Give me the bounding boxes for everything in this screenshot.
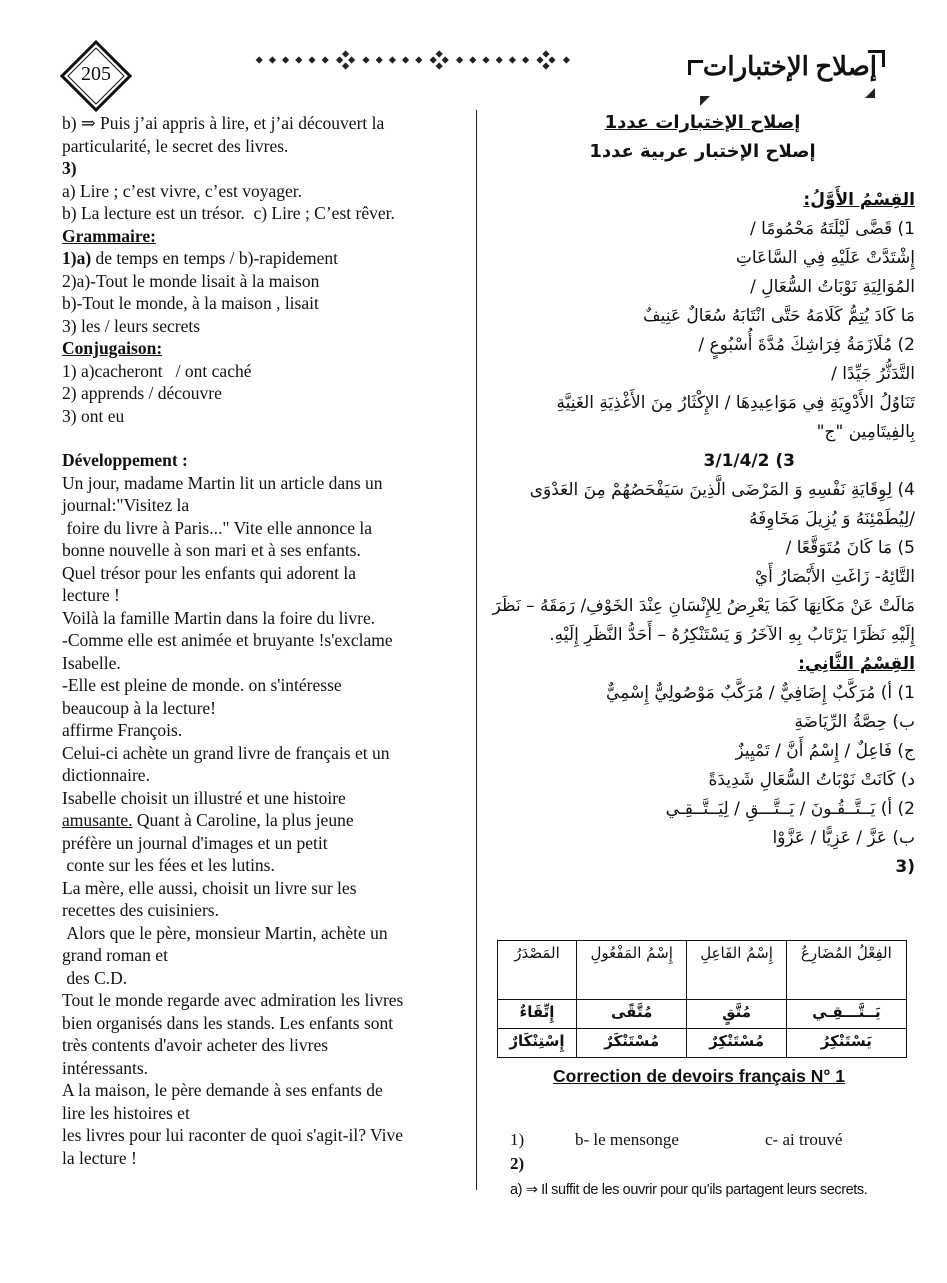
answer-line: ب) حِصَّةُ الرِّيَاضَةِ bbox=[794, 712, 915, 732]
arabic-main-title: إصلاح الإختبارات عدد1 bbox=[604, 112, 801, 133]
diamond-ornament-icon bbox=[140, 48, 700, 72]
answer-line: 1) قَضَّى لَيْلَتَهُ مَحْمُومًا / bbox=[750, 219, 915, 239]
text-line: 2) apprends / découvre bbox=[62, 383, 222, 403]
table-header-cell: الفِعْلُ المُضَارِعُ bbox=[786, 941, 906, 1000]
text-line: Voilà la famille Martin dans la foire du livre. bbox=[62, 607, 376, 628]
table-header-row bbox=[498, 941, 907, 1000]
french-correction-title: Correction de devoirs français N° 1 bbox=[553, 1066, 845, 1086]
arabic-answers bbox=[490, 186, 915, 882]
answer-b: b- le mensonge bbox=[575, 1130, 679, 1149]
text-line: intéressants. bbox=[62, 1057, 149, 1078]
table-row bbox=[498, 1029, 907, 1058]
text-line: Isabelle choisit un illustré et une histoire bbox=[62, 787, 346, 808]
text-line: a) Lire ; c’est vivre, c’est voyager. bbox=[62, 180, 303, 201]
page-number: 205 bbox=[81, 63, 111, 85]
text-line: la lecture ! bbox=[62, 1147, 137, 1168]
table-cell: يَسْتَنْكِرُ bbox=[786, 1029, 906, 1058]
conjugation-table bbox=[497, 940, 907, 1058]
text-line: bonne nouvelle à son mari et à ses enfants. bbox=[62, 540, 361, 560]
underlined-word: amusante. bbox=[62, 810, 133, 830]
table-header-cell: إِسْمُ المَفْعُولِ bbox=[576, 941, 686, 1000]
answer-line: التَّدَثُّرُ جَيِّدًا / bbox=[831, 364, 915, 384]
item-number: (3 bbox=[895, 857, 915, 877]
item-number: 1)a) bbox=[62, 248, 92, 268]
french-item-2-answer: a) ⇒ Il suffit de les ouvrir pour qu’ils partagent leurs secrets. bbox=[510, 1182, 868, 1198]
text-line: A la maison, le père demande à ses enfants de bbox=[62, 1080, 383, 1100]
text-line: Tout le monde regarde avec admiration les livres bbox=[62, 990, 404, 1010]
table-cell: مُسْتَنْكَرٌ bbox=[576, 1029, 686, 1058]
corner-bracket-icon bbox=[688, 60, 703, 75]
text-line: particularité, le secret des livres. bbox=[62, 135, 289, 156]
answer-line: 4) لِوِقَايَةِ نَفْسِهِ وَ المَرْضَى الَّذِينَ سَيَفْحَصُهُمْ مِنَ العَدْوَى bbox=[529, 480, 915, 500]
answer-line: إِشْتَدَّتْ عَلَيْهِ فِي السَّاعَاتِ bbox=[735, 248, 915, 268]
answer-line: 2) مُلَازَمَةُ فِرَاشِكَ مُدَّةَ أُسْبُوعٍ / bbox=[698, 335, 915, 355]
text-line: les livres pour lui raconter de quoi s'agit-il? Vive bbox=[62, 1125, 403, 1145]
table-header-cell: المَصْدَرُ bbox=[498, 941, 577, 1000]
text-line: foire du livre à Paris..." Vite elle annonce la bbox=[62, 517, 372, 538]
answer-line: المُوَالِيَةِ نَوْبَاتُ السُّعَالِ / bbox=[750, 277, 915, 297]
text-line: 1) a)cacheront / ont caché bbox=[62, 360, 252, 381]
answer-line: ج) فَاعِلٌ / إِسْمُ أَنَّ / تَمْيِيزٌ bbox=[735, 741, 915, 761]
text-line: La mère, elle aussi, choisit un livre sur les bbox=[62, 877, 357, 898]
table-cell: مُتَّقًى bbox=[576, 1000, 686, 1029]
text-line: 3) les / leurs secrets bbox=[62, 315, 201, 336]
table-cell: إِتِّقَاءٌ bbox=[498, 1000, 577, 1029]
text-line bbox=[62, 247, 467, 270]
text-line: b) La lecture est un trésor. c) Lire ; C’est rêver. bbox=[62, 203, 395, 223]
text-line: 3) bbox=[62, 158, 77, 178]
text-line: très contents d'avoir acheter des livres bbox=[62, 1035, 329, 1055]
answer-line: /لِيُطَمْئِنَهُ وَ يُزِيلَ مَخَاوِفَهُ bbox=[748, 509, 915, 529]
text-line: Celui-ci achète un grand livre de français et un bbox=[62, 742, 390, 763]
triangle-icon bbox=[865, 88, 875, 98]
text-line: 2)a)-Tout le monde lisait à la maison bbox=[62, 270, 320, 291]
answer-line: تَنَاوُلُ الأَدْوِيَةِ فِي مَوَاعِيدِهَا / الإِكْثَارُ مِنَ الأَغْذِيَةِ الغَنِيَّةِ بِالفِيتَامِين "ج" bbox=[556, 393, 915, 442]
answer-line: مَالَتْ عَنْ مَكَانِهَا كَمَا يَعْرِضُ لِلإِنْسَانِ عِنْدَ الخَوْفِ/ رَمَقَهُ – نَظَرَ إِلَيْهِ نَظَرًا يَرْتَابُ بِهِ الآخَرُ وَ يَسْتَنْكِرُهُ – أَحَدُّ النَّظَرِ إِلَيْهِ. bbox=[492, 596, 915, 645]
right-column bbox=[490, 108, 915, 882]
text-line: des C.D. bbox=[62, 967, 128, 988]
section-heading: القِسْمُ الأَوَّلُ: bbox=[803, 190, 915, 210]
page-number-badge bbox=[60, 40, 132, 112]
table-row bbox=[498, 1000, 907, 1029]
table-cell: مُسْتَنْكِرٌ bbox=[687, 1029, 786, 1058]
text-line: b)-Tout le monde, à la maison , lisait bbox=[62, 293, 319, 313]
text-line: préfère un journal d'images et un petit bbox=[62, 832, 328, 853]
header-title: إصلاح الإختبارات bbox=[702, 52, 877, 81]
answer-line: 3/1/4/2 (3 bbox=[703, 451, 795, 471]
answer-line: 2) أ) يَــتَّــقُـونَ / يَــتَّـــقِ / لِيَــتَّــقِـي bbox=[665, 799, 915, 819]
answer-line: ب) عَزَّ / عَزِيًّا / عَزَّوْا bbox=[772, 828, 915, 848]
text-line: Un jour, madame Martin lit un article dans un bbox=[62, 472, 383, 493]
left-column bbox=[62, 112, 467, 1169]
page-header bbox=[0, 0, 947, 110]
section-heading: Grammaire: bbox=[62, 225, 156, 246]
text-line: beaucoup à la lecture! bbox=[62, 697, 217, 718]
text-line: b) ⇒ Puis j’ai appris à lire, et j’ai découvert la bbox=[62, 113, 385, 133]
text-line: Quel trésor pour les enfants qui adorent la bbox=[62, 562, 357, 583]
text-line: Isabelle. bbox=[62, 652, 121, 673]
answer-line: 1) أ) مُرَكَّبٌ إِضَافِيٌّ / مُرَكَّبٌ مَوْصُولِيٌّ إِسْمِيٌّ bbox=[606, 683, 915, 703]
answer-line: 5) مَا كَانَ مُتَوَقَّعًا / bbox=[785, 538, 915, 558]
section-heading: القِسْمُ الثَّانِي: bbox=[798, 654, 915, 674]
text-span: Quant à Caroline, la plus jeune bbox=[132, 810, 354, 830]
table-cell: إِسْتِنْكَارٌ bbox=[498, 1029, 577, 1058]
text-line: lecture ! bbox=[62, 585, 120, 605]
item-number: 1) bbox=[510, 1130, 525, 1149]
answer-line: التَّائِهُ- زَاغَتِ الأَبْصَارُ أَيْ bbox=[754, 567, 915, 587]
text-line: -Elle est pleine de monde. on s'intéresse bbox=[62, 675, 342, 695]
text-line: grand roman et bbox=[62, 945, 168, 965]
answer-line: د) كَانَتْ نَوْبَاتُ السُّعَالِ شَدِيدَةً bbox=[708, 770, 915, 790]
text-line: lire les histoires et bbox=[62, 1102, 190, 1123]
text-line: 3) ont eu bbox=[62, 405, 125, 426]
text-line: journal:"Visitez la bbox=[62, 495, 190, 515]
table-cell: يَــتَّـــقِـي bbox=[786, 1000, 906, 1029]
text-line: conte sur les fées et les lutins. bbox=[62, 855, 275, 875]
text-line: Développement : bbox=[62, 450, 188, 470]
text-line: dictionnaire. bbox=[62, 765, 150, 785]
triangle-icon bbox=[700, 96, 710, 106]
text-line: Alors que le père, monsieur Martin, achète un bbox=[62, 922, 388, 943]
text-line: -Comme elle est animée et bruyante !s'exclame bbox=[62, 630, 393, 650]
spacer bbox=[62, 427, 467, 449]
table-cell: مُتَّقٍ bbox=[687, 1000, 786, 1029]
answer-text: de temps en temps / b)-rapidement bbox=[91, 248, 339, 268]
text-line: recettes des cuisiniers. bbox=[62, 900, 219, 920]
answer-c: c- ai trouvé bbox=[765, 1130, 843, 1149]
column-divider bbox=[476, 110, 477, 1190]
text-line: affirme François. bbox=[62, 720, 183, 740]
table-header-cell: إِسْمُ الفَاعِلِ bbox=[687, 941, 786, 1000]
answer-line: مَا كَادَ يُتِمُّ كَلَامَهُ حَتَّى انْتَابَهُ سُعَالٌ عَنِيفٌ bbox=[643, 306, 915, 326]
arabic-sub-title: إصلاح الإختبار عربية عدد1 bbox=[589, 141, 816, 162]
section-heading: Conjugaison: bbox=[62, 338, 163, 358]
text-line bbox=[62, 809, 467, 832]
french-item-2-number: 2) bbox=[510, 1154, 525, 1173]
text-line: bien organisés dans les stands. Les enfants sont bbox=[62, 1012, 394, 1033]
